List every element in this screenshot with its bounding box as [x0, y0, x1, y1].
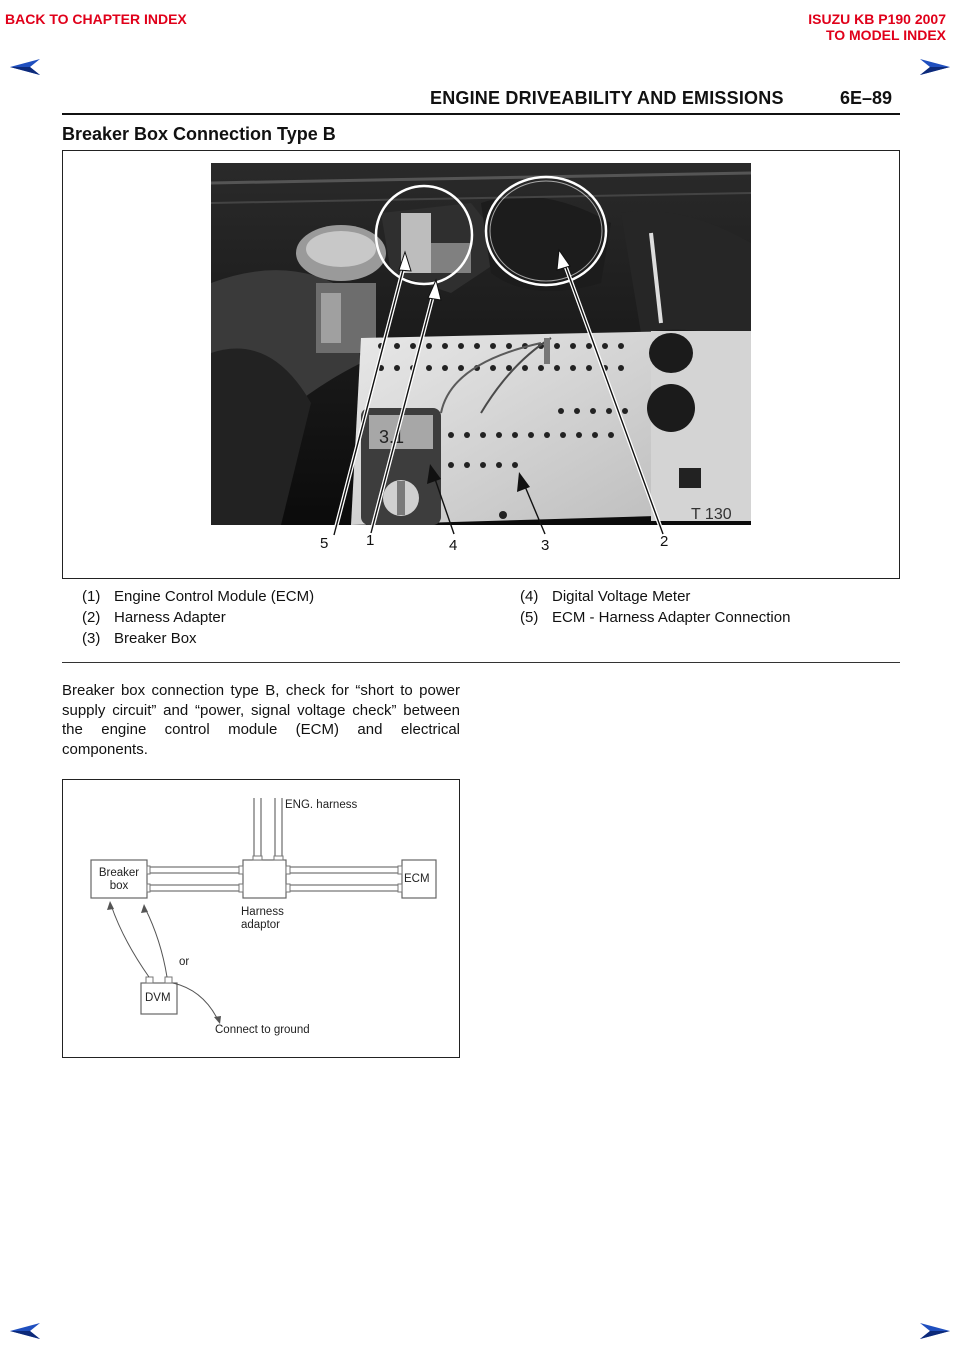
harness-adaptor-label: Harness adaptor	[241, 906, 284, 931]
callout-leaders	[0, 0, 960, 600]
callout-label: 4	[449, 537, 458, 554]
or-label: or	[179, 956, 190, 968]
legend-rule	[62, 662, 900, 663]
eng-harness-label: ENG. harness	[285, 799, 358, 811]
to-model-index-link[interactable]: TO MODEL INDEX	[825, 27, 946, 43]
svg-text:3.1: 3.1	[379, 427, 405, 447]
legend-left	[82, 586, 314, 649]
section-title: Breaker Box Connection Type B	[62, 124, 336, 144]
connect-to-ground-label: Connect to ground	[215, 1024, 310, 1036]
model-name: ISUZU KB P190 2007	[808, 11, 946, 27]
legend-item: (5) ECM - Harness Adapter Connection	[520, 609, 791, 626]
dvm-label: DVM	[145, 992, 171, 1004]
ecm-label: ECM	[404, 873, 430, 885]
callout-label: 5	[320, 535, 329, 552]
callout-label: 2	[660, 533, 669, 550]
legend-item: (1) Engine Control Module (ECM)	[82, 588, 315, 605]
wiring-diagram	[62, 779, 460, 1058]
back-to-chapter-index-link[interactable]: BACK TO CHAPTER INDEX	[5, 11, 187, 27]
svg-text:T 130: T 130	[691, 506, 732, 523]
page-header-title: ENGINE DRIVEABILITY AND EMISSIONS	[430, 88, 784, 108]
page-number: 6E–89	[840, 88, 893, 108]
body-paragraph: Breaker box connection type B, check for “short to power supply circuit” and “power, signal voltage check” between the engine control module (ECM) and electrical components.	[62, 682, 460, 758]
legend-item: (4) Digital Voltage Meter	[520, 588, 691, 605]
legend-item: (2) Harness Adapter	[82, 609, 226, 626]
callout-label: 3	[541, 537, 550, 554]
callout-label: 1	[366, 532, 375, 549]
breaker-box-label: Breaker box	[98, 867, 140, 892]
arrow-right-icon[interactable]	[918, 1322, 952, 1340]
legend-item: (3) Breaker Box	[82, 630, 197, 647]
legend-right	[520, 586, 790, 628]
arrow-left-icon[interactable]	[8, 1322, 42, 1340]
